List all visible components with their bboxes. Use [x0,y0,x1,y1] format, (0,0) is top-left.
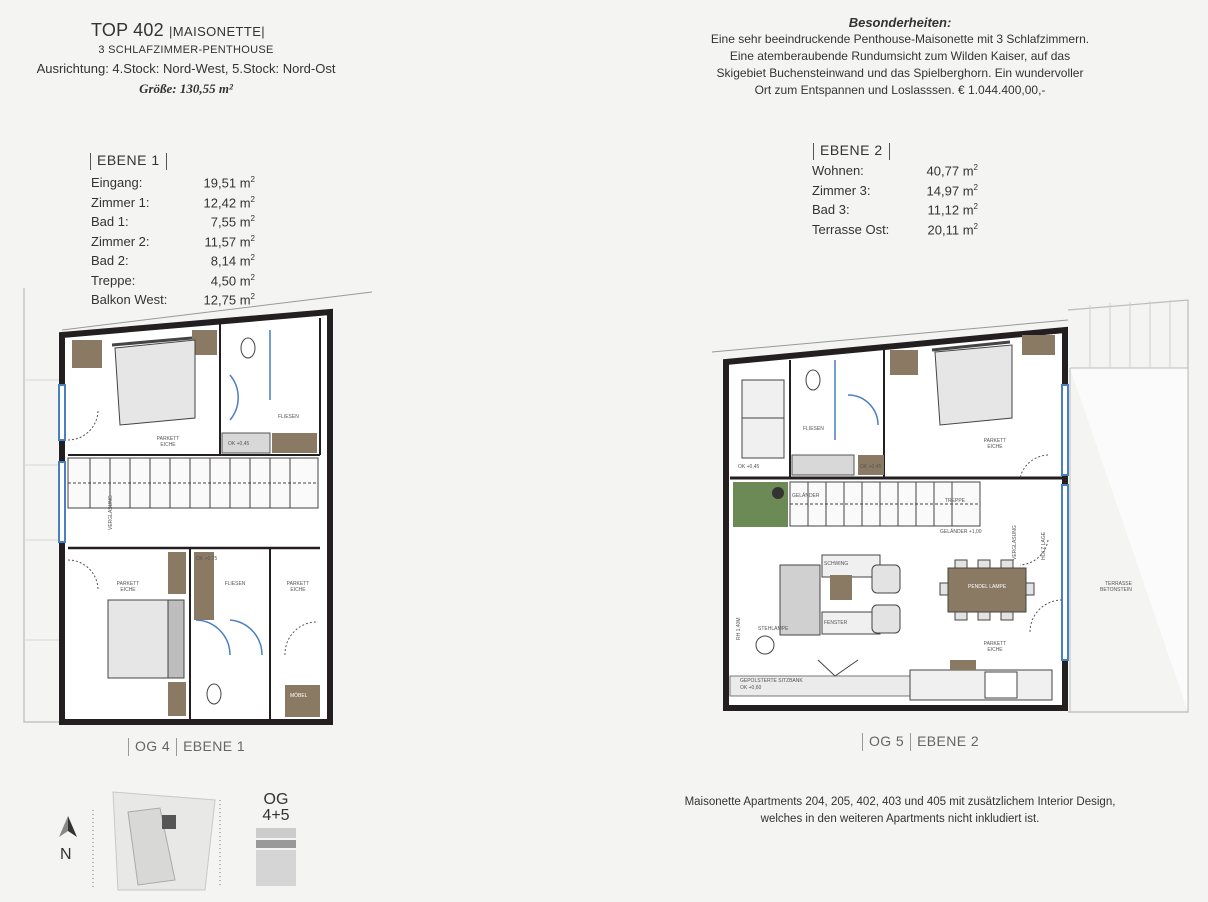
floor-label: EICHE [290,587,306,593]
outer-wall [62,312,330,722]
floor-label: EICHE [160,442,176,448]
railing-label: GELÄNDER [792,493,820,499]
footer-note [660,794,1140,828]
orientation: Ausrichtung: 4.Stock: Nord-West, 5.Stock: Nord-Ost [36,61,336,76]
room-name: Terrasse Ost: [812,221,890,237]
bed-head [168,600,184,678]
wardrobe [890,350,918,375]
room-area: 14,97 $m^2$ [926,182,978,198]
window-label: VERGLASUNG [1012,525,1018,560]
bench-label: GEPOLSTERTE SITZBANK [740,678,803,684]
footer-note-line: welches in den weiteren Apartments nicht inkludiert ist. [760,813,1040,825]
stairs-label: TREPPE [945,498,966,504]
features-line: Ort zum Entspannen und Loslasssen. € 1.044.400,00,- [754,83,1046,97]
room-name: Bad 3: [812,202,850,217]
counter [950,660,976,670]
window [1062,385,1068,475]
wardrobe [1022,335,1055,355]
vanity [194,552,214,620]
furniture-label: MÖBEL [290,693,308,699]
floor-plan-level2 [712,300,1188,712]
bed [935,345,1012,425]
height-label: OK +0,75 [196,556,218,562]
bed [108,600,173,678]
coffee-table [830,592,852,600]
height-label: OK +0,45 [738,464,760,470]
features-line: Skigebiet Buchensteinwand und das Spielberghorn. Ein wundervoller [716,66,1084,80]
room-name: Balkon West: [91,292,168,307]
unit-size: Größe: 130,55 m² [139,81,233,96]
height-label: OK +0,45 [228,441,250,447]
room-area: 12,42 $m^2$ [203,194,255,210]
height-label: OK +0,45 [860,464,882,470]
furniture [285,685,320,717]
room-area: 20,11 $m^2$ [927,221,978,237]
terrace [1070,368,1188,712]
floor-label: EICHE [120,587,136,593]
wardrobe [192,330,217,355]
plant [772,487,784,499]
vanity-box [792,455,854,475]
floor-stack [256,828,296,838]
floor-label: PARKETT [286,581,310,587]
floor-label: PARKETT [983,641,1007,647]
features-line: Eine sehr beeindruckende Penthouse-Maisonette mit 3 Schlafzimmern. [710,32,1090,46]
terrace-label: TERRASSE [1105,581,1132,587]
window [59,462,65,542]
window-label: VERGLASUNG [108,495,114,530]
bathtub [742,380,784,458]
vanity [272,433,317,453]
level1-label-text: EBENE 1 [97,152,160,168]
bed [115,340,195,425]
floor-label: FLIESEN [224,581,246,587]
unit-highlight [162,815,176,829]
room-area: 40,77 $m^2$ [926,163,978,179]
seat-label: FENSTER [824,620,848,626]
unit-title: TOP 402 |MAISONETTE| [91,20,266,40]
level2-label-text: EBENE 2 [820,142,883,158]
cooktop [985,672,1017,698]
level1-caption [122,738,245,756]
room-name: Zimmer 3: [812,182,871,198]
armchair [872,605,900,633]
features-heading: Besonderheiten: [848,15,952,30]
room-name: Eingang: [91,175,143,190]
north-label: N [60,846,72,863]
room-name: Bad 2: [91,253,129,268]
room-name: Wohnen: [812,163,864,178]
floor-label: PARKETT [983,438,1007,444]
window [59,385,65,440]
caption-level: EBENE 2 [917,733,980,749]
window [1062,485,1068,660]
room-area: 7,55 $m^2$ [210,214,255,230]
floor-plan-level1 [24,288,372,722]
armchair [872,565,900,593]
floor-label: FLIESEN [803,426,824,432]
floor-stack [256,840,296,848]
room-name: Zimmer 1: [91,194,150,210]
room-name: Bad 1: [91,214,129,229]
floor-stack [256,850,296,886]
floor-label: EICHE [987,647,1003,653]
wardrobe [168,682,186,716]
level2-caption [856,733,979,751]
floor-label: PARKETT [156,436,180,442]
floor-indicator-label: OG [263,791,289,808]
floor-label: EICHE [987,444,1003,450]
room-name: Zimmer 2: [91,233,150,249]
railing-label: GELÄNDER +1,00 [940,529,982,535]
room-area: 11,12 $m^2$ [927,202,978,218]
window-label: HOLZ LAGE [1041,531,1047,560]
room-area: 8,14 $m^2$ [210,253,255,269]
balcony-lines [24,380,62,640]
room-name: Treppe: [91,272,136,288]
footer-note-line: Maisonette Apartments 204, 205, 402, 403 und 405 mit zusätzlichem Interior Design, [684,796,1116,808]
lamp-label: STEHLAMPE [758,626,789,632]
seat-label: SCHWING [824,561,849,567]
wardrobe [72,340,102,368]
lamp-label: PENDEL LAMPE [968,584,1007,590]
wardrobe [168,552,186,594]
features-line: Eine atemberaubende Rundumsicht zum Wilden Kaiser, auf das [729,49,1071,63]
terrace-grid [1090,300,1170,368]
room-area: 4,50 $m^2$ [210,272,255,288]
sofa [780,565,820,635]
caption-floor: OG 5 [869,733,905,749]
unit-type: MAISONETTE [172,24,262,39]
room-area: 19,51 $m^2$ [203,175,255,191]
terrace-label: BETONSTEIN [1100,587,1132,593]
stairs [68,458,318,508]
caption-floor: OG 4 [135,738,171,754]
room-area: 12,75 $m^2$ [203,292,255,308]
unit-subtitle: 3 SCHLAFZIMMER-PENTHOUSE [98,44,274,56]
north-arrow-icon [58,815,78,839]
dining-table [948,568,1026,612]
kitchen [910,670,1052,700]
floor-indicator-value: 4+5 [262,807,290,824]
unit-number: TOP 402 [91,20,164,40]
floor-indicator [256,792,296,824]
floor-label: FLIESEN [278,414,299,420]
bench-label: OK +0,60 [740,685,762,691]
floor-label: PARKETT [116,581,140,587]
room-area: 11,57 $m^2$ [204,233,255,249]
caption-level: EBENE 1 [183,738,246,754]
balcony-outline [24,288,62,722]
stairs [790,482,980,526]
height-label: RH 1,40M [736,617,742,640]
